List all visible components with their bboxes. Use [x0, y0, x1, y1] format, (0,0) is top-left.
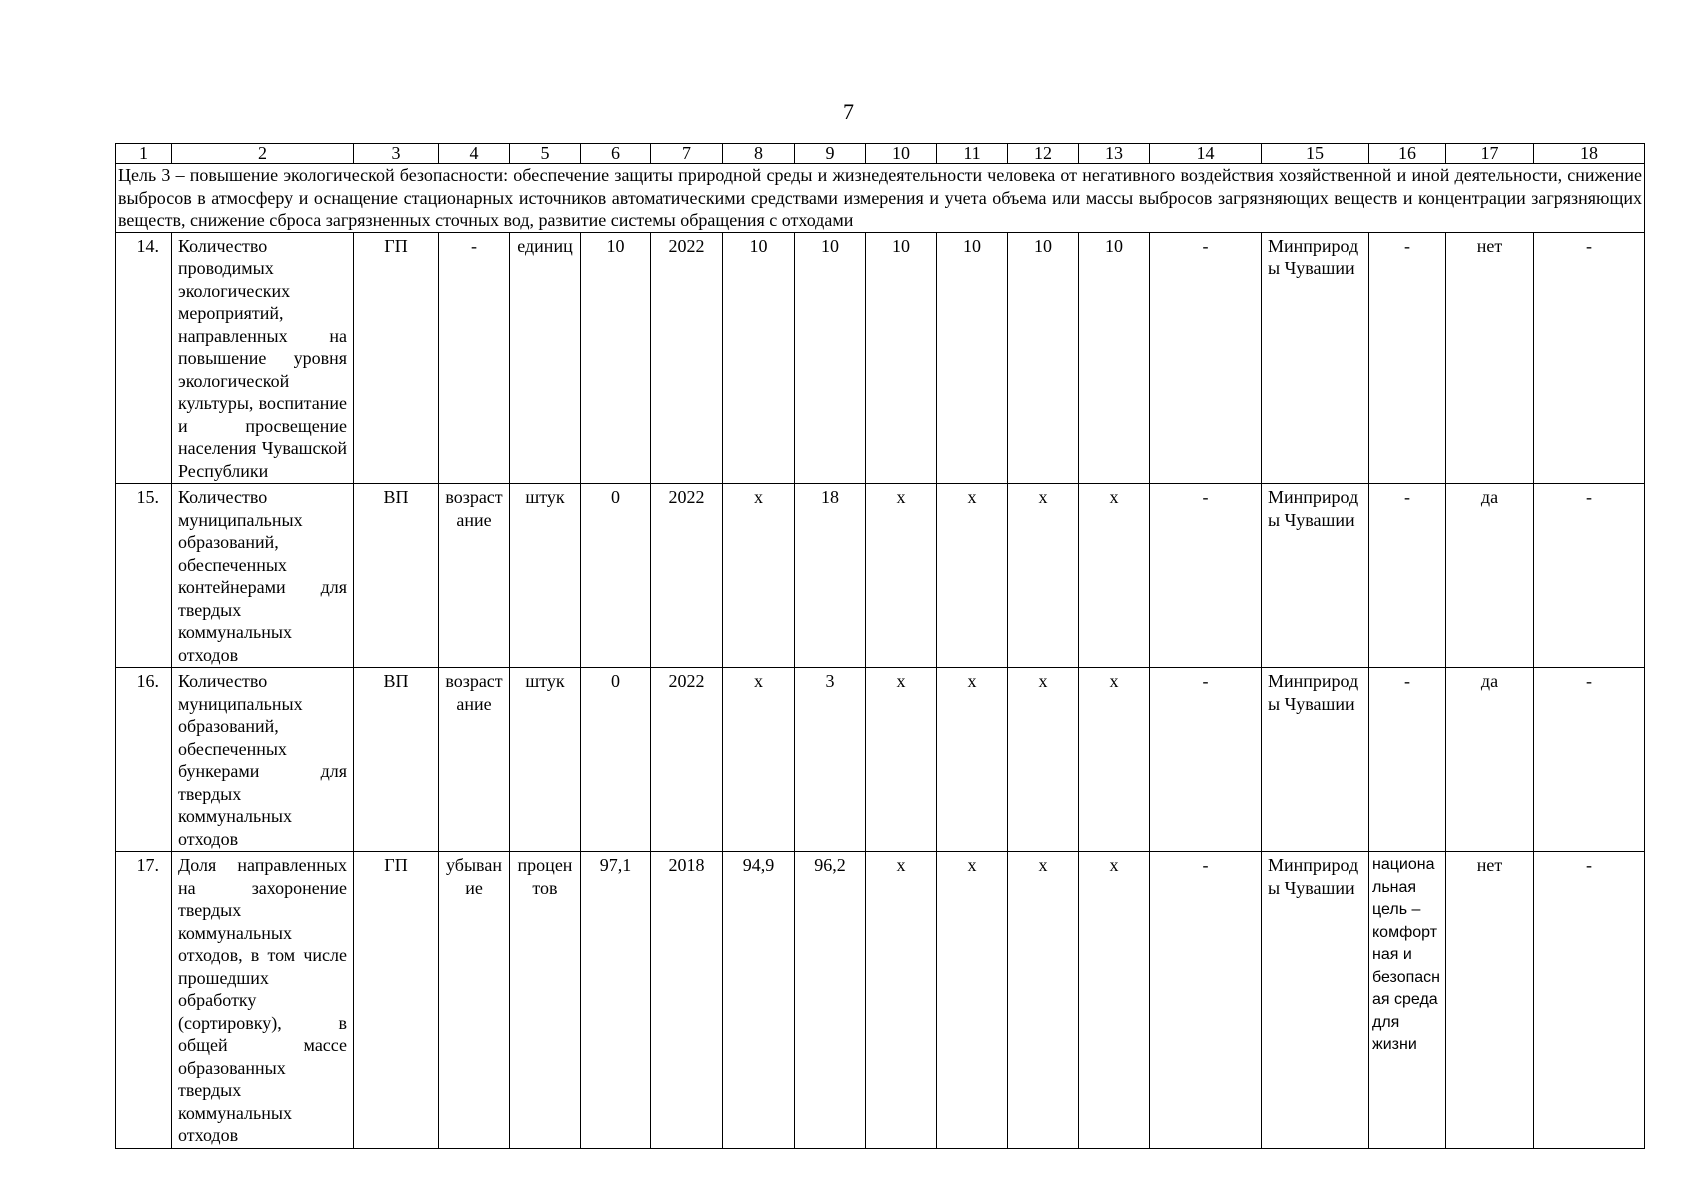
value-cell: x [937, 668, 1008, 852]
column-number: 10 [866, 144, 937, 164]
column-number: 5 [510, 144, 581, 164]
value-cell: x [1008, 668, 1079, 852]
value-cell: x [866, 852, 937, 1149]
base-value: 0 [581, 668, 651, 852]
column-number: 1 [116, 144, 172, 164]
responsible-cell: Минприроды Чувашии [1262, 852, 1369, 1149]
value-cell: 10 [1079, 232, 1150, 484]
unit: штук [510, 668, 581, 852]
goal-row [116, 164, 1645, 233]
value-cell: x [937, 484, 1008, 668]
indicator-name: Доля направленных на захоронение твердых коммунальных отходов, в том числе прошедших обработку (сортировку), в общей массе образованных твердых коммунальных отходов [172, 852, 354, 1149]
base-year: 2018 [651, 852, 723, 1149]
trend: возрастание [439, 484, 510, 668]
row-number: 15. [116, 484, 172, 668]
info-system-cell: - [1534, 852, 1645, 1149]
trend: возрастание [439, 668, 510, 852]
base-value: 97,1 [581, 852, 651, 1149]
base-year: 2022 [651, 668, 723, 852]
indicator-name: Количество муниципальных образований, обеспеченных бункерами для твердых коммунальных отходов [172, 668, 354, 852]
document-cell: - [1150, 668, 1262, 852]
value-cell: 3 [795, 668, 866, 852]
goal-text: Цель 3 – повышение экологической безопасности: обеспечение защиты природной среды и жизнедеятельности человека от негативного воздействия хозяйственной и иной деятельности, снижение выбросов в атмосферу и оснащение стационарных источников автоматическими средствами измерения и учета объема или массы выбросов загрязняющих веществ и концентрации загрязняющих веществ, снижение сброса загрязненных сточных вод, развитие системы обращения с отходами [116, 164, 1645, 233]
row-number: 14. [116, 232, 172, 484]
value-cell: x [1008, 484, 1079, 668]
flag-cell: да [1446, 484, 1534, 668]
info-system-cell: - [1534, 668, 1645, 852]
value-cell: x [866, 484, 937, 668]
page-number: 7 [843, 99, 854, 124]
unit: штук [510, 484, 581, 668]
table-row [116, 232, 1645, 484]
table-row [116, 852, 1645, 1149]
value-cell: 18 [795, 484, 866, 668]
value-cell: x [1079, 668, 1150, 852]
unit: процентов [510, 852, 581, 1149]
responsible-cell: Минприроды Чувашии [1262, 232, 1369, 484]
value-cell: x [723, 668, 795, 852]
unit: единиц [510, 232, 581, 484]
column-number-row [116, 144, 1645, 164]
flag-cell: да [1446, 668, 1534, 852]
indicator-name: Количество муниципальных образований, обеспеченных контейнерами для твердых коммунальных отходов [172, 484, 354, 668]
indicator-level: ГП [354, 232, 439, 484]
responsible-cell: Минприроды Чувашии [1262, 484, 1369, 668]
column-number: 17 [1446, 144, 1534, 164]
column-number: 6 [581, 144, 651, 164]
column-number: 7 [651, 144, 723, 164]
column-number: 15 [1262, 144, 1369, 164]
value-cell: 94,9 [723, 852, 795, 1149]
column-number: 12 [1008, 144, 1079, 164]
value-cell: 96,2 [795, 852, 866, 1149]
base-year: 2022 [651, 484, 723, 668]
info-system-cell: - [1534, 484, 1645, 668]
indicator-level: ВП [354, 668, 439, 852]
value-cell: x [937, 852, 1008, 1149]
national-goal-cell: - [1369, 484, 1446, 668]
column-number: 18 [1534, 144, 1645, 164]
column-number: 2 [172, 144, 354, 164]
trend: убывание [439, 852, 510, 1149]
info-system-cell: - [1534, 232, 1645, 484]
indicator-level: ГП [354, 852, 439, 1149]
base-value: 0 [581, 484, 651, 668]
flag-cell: нет [1446, 852, 1534, 1149]
value-cell: x [1008, 852, 1079, 1149]
document-cell: - [1150, 232, 1262, 484]
table-row [116, 484, 1645, 668]
document-cell: - [1150, 852, 1262, 1149]
row-number: 17. [116, 852, 172, 1149]
base-value: 10 [581, 232, 651, 484]
national-goal-cell: национальная цель – комфортная и безопасная среда для жизни [1369, 852, 1446, 1149]
value-cell: 10 [866, 232, 937, 484]
column-number: 13 [1079, 144, 1150, 164]
column-number: 16 [1369, 144, 1446, 164]
column-number: 4 [439, 144, 510, 164]
document-cell: - [1150, 484, 1262, 668]
column-number: 11 [937, 144, 1008, 164]
national-goal-cell: - [1369, 232, 1446, 484]
column-number: 3 [354, 144, 439, 164]
value-cell: x [1079, 484, 1150, 668]
column-number: 14 [1150, 144, 1262, 164]
flag-cell: нет [1446, 232, 1534, 484]
column-number: 8 [723, 144, 795, 164]
column-number: 9 [795, 144, 866, 164]
value-cell: 10 [937, 232, 1008, 484]
value-cell: x [1079, 852, 1150, 1149]
responsible-cell: Минприроды Чувашии [1262, 668, 1369, 852]
value-cell: x [723, 484, 795, 668]
value-cell: 10 [795, 232, 866, 484]
national-goal-cell: - [1369, 668, 1446, 852]
indicators-table [115, 143, 1645, 1149]
base-year: 2022 [651, 232, 723, 484]
row-number: 16. [116, 668, 172, 852]
indicator-level: ВП [354, 484, 439, 668]
indicator-name: Количество проводимых экологических мероприятий, направленных на повышение уровня экологической культуры, воспитание и просвещение населения Чувашской Республики [172, 232, 354, 484]
value-cell: 10 [1008, 232, 1079, 484]
value-cell: x [866, 668, 937, 852]
table-row [116, 668, 1645, 852]
trend: - [439, 232, 510, 484]
value-cell: 10 [723, 232, 795, 484]
